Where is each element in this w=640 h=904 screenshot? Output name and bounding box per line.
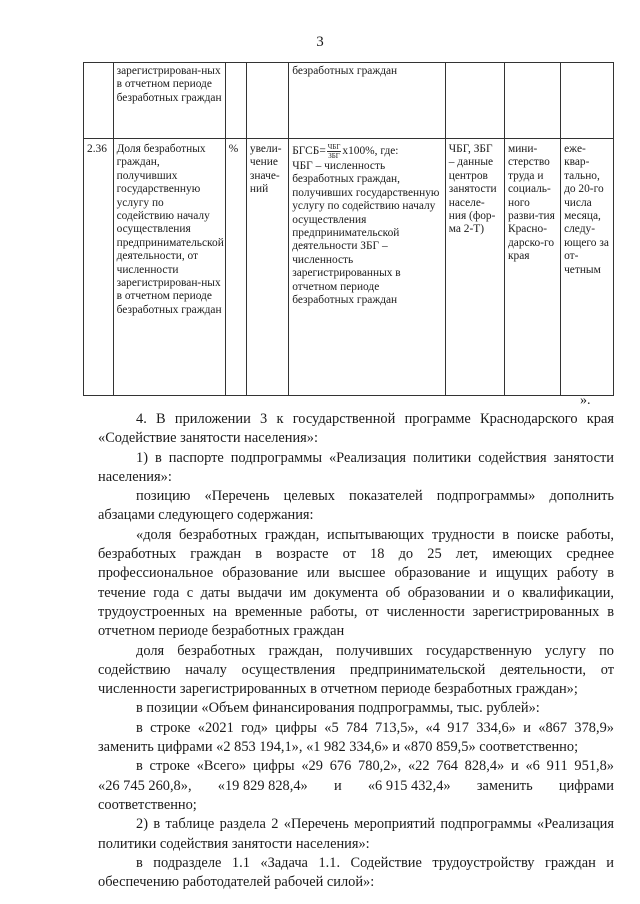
formula	[292, 143, 442, 160]
spread-word: «6 915 432,4»	[367, 777, 451, 794]
paragraph: позицию «Перечень целевых показателей подпрограммы» дополнить абзацами следующего содержания:	[98, 488, 614, 524]
paragraph: 2) в таблице раздела 2 «Перечень мероприятий подпрограммы «Реализация политики содействия занятости населения»:	[98, 816, 614, 852]
method-description: ЧБГ – численность безработных граждан, получивших государственную услугу по содействию началу осуществления предпринимательской деятельности ЗБГ – численность зарегистрированных в отчетном периоде безработных граждан	[292, 160, 440, 307]
spread-word: и	[333, 777, 342, 794]
table-row	[84, 139, 614, 396]
cell-frequency	[561, 63, 614, 139]
cell-trend	[246, 63, 288, 139]
spread-word: заменить	[476, 777, 533, 794]
paragraph: в строке «Всего» цифры «29 676 780,2», «22 764 828,4» и «6 911 951,8»	[136, 758, 614, 775]
cell-responsible: мини-стерство труда и социаль-ного разви-тия Красно-дарско-го края	[505, 139, 561, 396]
cell-frequency: ежe-квар-тально, до 20-го числа месяца, следу-ющего за от-четным	[561, 139, 614, 396]
cell-indicator-name: зарегистрирован-ных в отчетном периоде безработных граждан	[113, 63, 225, 139]
formula-prefix: БГСБ=	[292, 145, 326, 158]
paragraph: в строке «2021 год» цифры «5 784 713,5», «4 917 334,6» и «867 378,9» заменить цифрами «2 853 194,1», «1 982 334,6» и «870 859,5» соответственно;	[98, 719, 614, 756]
paragraph-spread	[98, 777, 614, 796]
paragraph: «доля безработных граждан, испытывающих трудности в поиске работы, безработных граждан в возрасте от 18 до 25 лет, имеющих среднее профессиональное образование или высшее образование и ищущих работу в течение года с даты выдачи им документа об образовании и о квалификации, трудоустроенных на временные работы, от численности зарегистрированных в отчетном периоде безработных граждан	[98, 526, 614, 640]
page-number: 3	[316, 34, 324, 50]
spread-word: цифрами	[558, 777, 614, 794]
cell-source	[445, 63, 504, 139]
formula-fraction	[327, 143, 342, 160]
paragraph: в подразделе 1.1 «Задача 1.1. Содействие трудоустройству граждан и обеспечению работодателей рабочей силой»:	[98, 854, 614, 891]
spread-word: «26 745 260,8»,	[98, 777, 192, 794]
paragraph: соответственно;	[98, 796, 197, 813]
paragraph: доля безработных граждан, получивших государственную услугу по содействию началу осуществления предпринимательской деятельности, от численности зарегистрированных в отчетном периоде безработных граждан»;	[98, 642, 614, 698]
cell-responsible	[505, 63, 561, 139]
closing-quote: ».	[580, 393, 591, 408]
paragraph: 1) в паспорте подпрограммы «Реализация политики содействия занятости населения»:	[98, 449, 614, 485]
spread-word: «19 829 828,4»	[217, 777, 308, 794]
formula-numerator: ЧБГ	[327, 143, 341, 151]
cell-method: безработных граждан	[289, 63, 446, 139]
cell-source: ЧБГ, ЗБГ – данные центров занятости населе-ния (фор-ма 2-Т)	[445, 139, 504, 396]
cell-num: 2.36	[84, 139, 114, 396]
cell-num	[84, 63, 114, 139]
table-row	[84, 63, 614, 139]
cell-unit: %	[225, 139, 246, 396]
formula-suffix: х100%, где:	[342, 145, 399, 158]
cell-method	[289, 139, 446, 396]
paragraph: 4. В приложении 3 к государственной программе Краснодарского края «Содействие занятости населения»:	[98, 411, 614, 447]
indicators-table	[83, 62, 614, 396]
cell-unit	[225, 63, 246, 139]
body-text	[98, 410, 614, 892]
formula-denominator: ЗБГ	[328, 152, 340, 160]
cell-indicator-name: Доля безработных граждан, получивших государственную услугу по содействию началу осуществления предпринимательской деятельности, от численности зарегистрирован-ных в отчетном периоде безработных граждан	[113, 139, 225, 396]
paragraph: в позиции «Объем финансирования подпрограммы, тыс. рублей»:	[136, 700, 540, 717]
cell-trend: увели-чение значе-ний	[246, 139, 288, 396]
